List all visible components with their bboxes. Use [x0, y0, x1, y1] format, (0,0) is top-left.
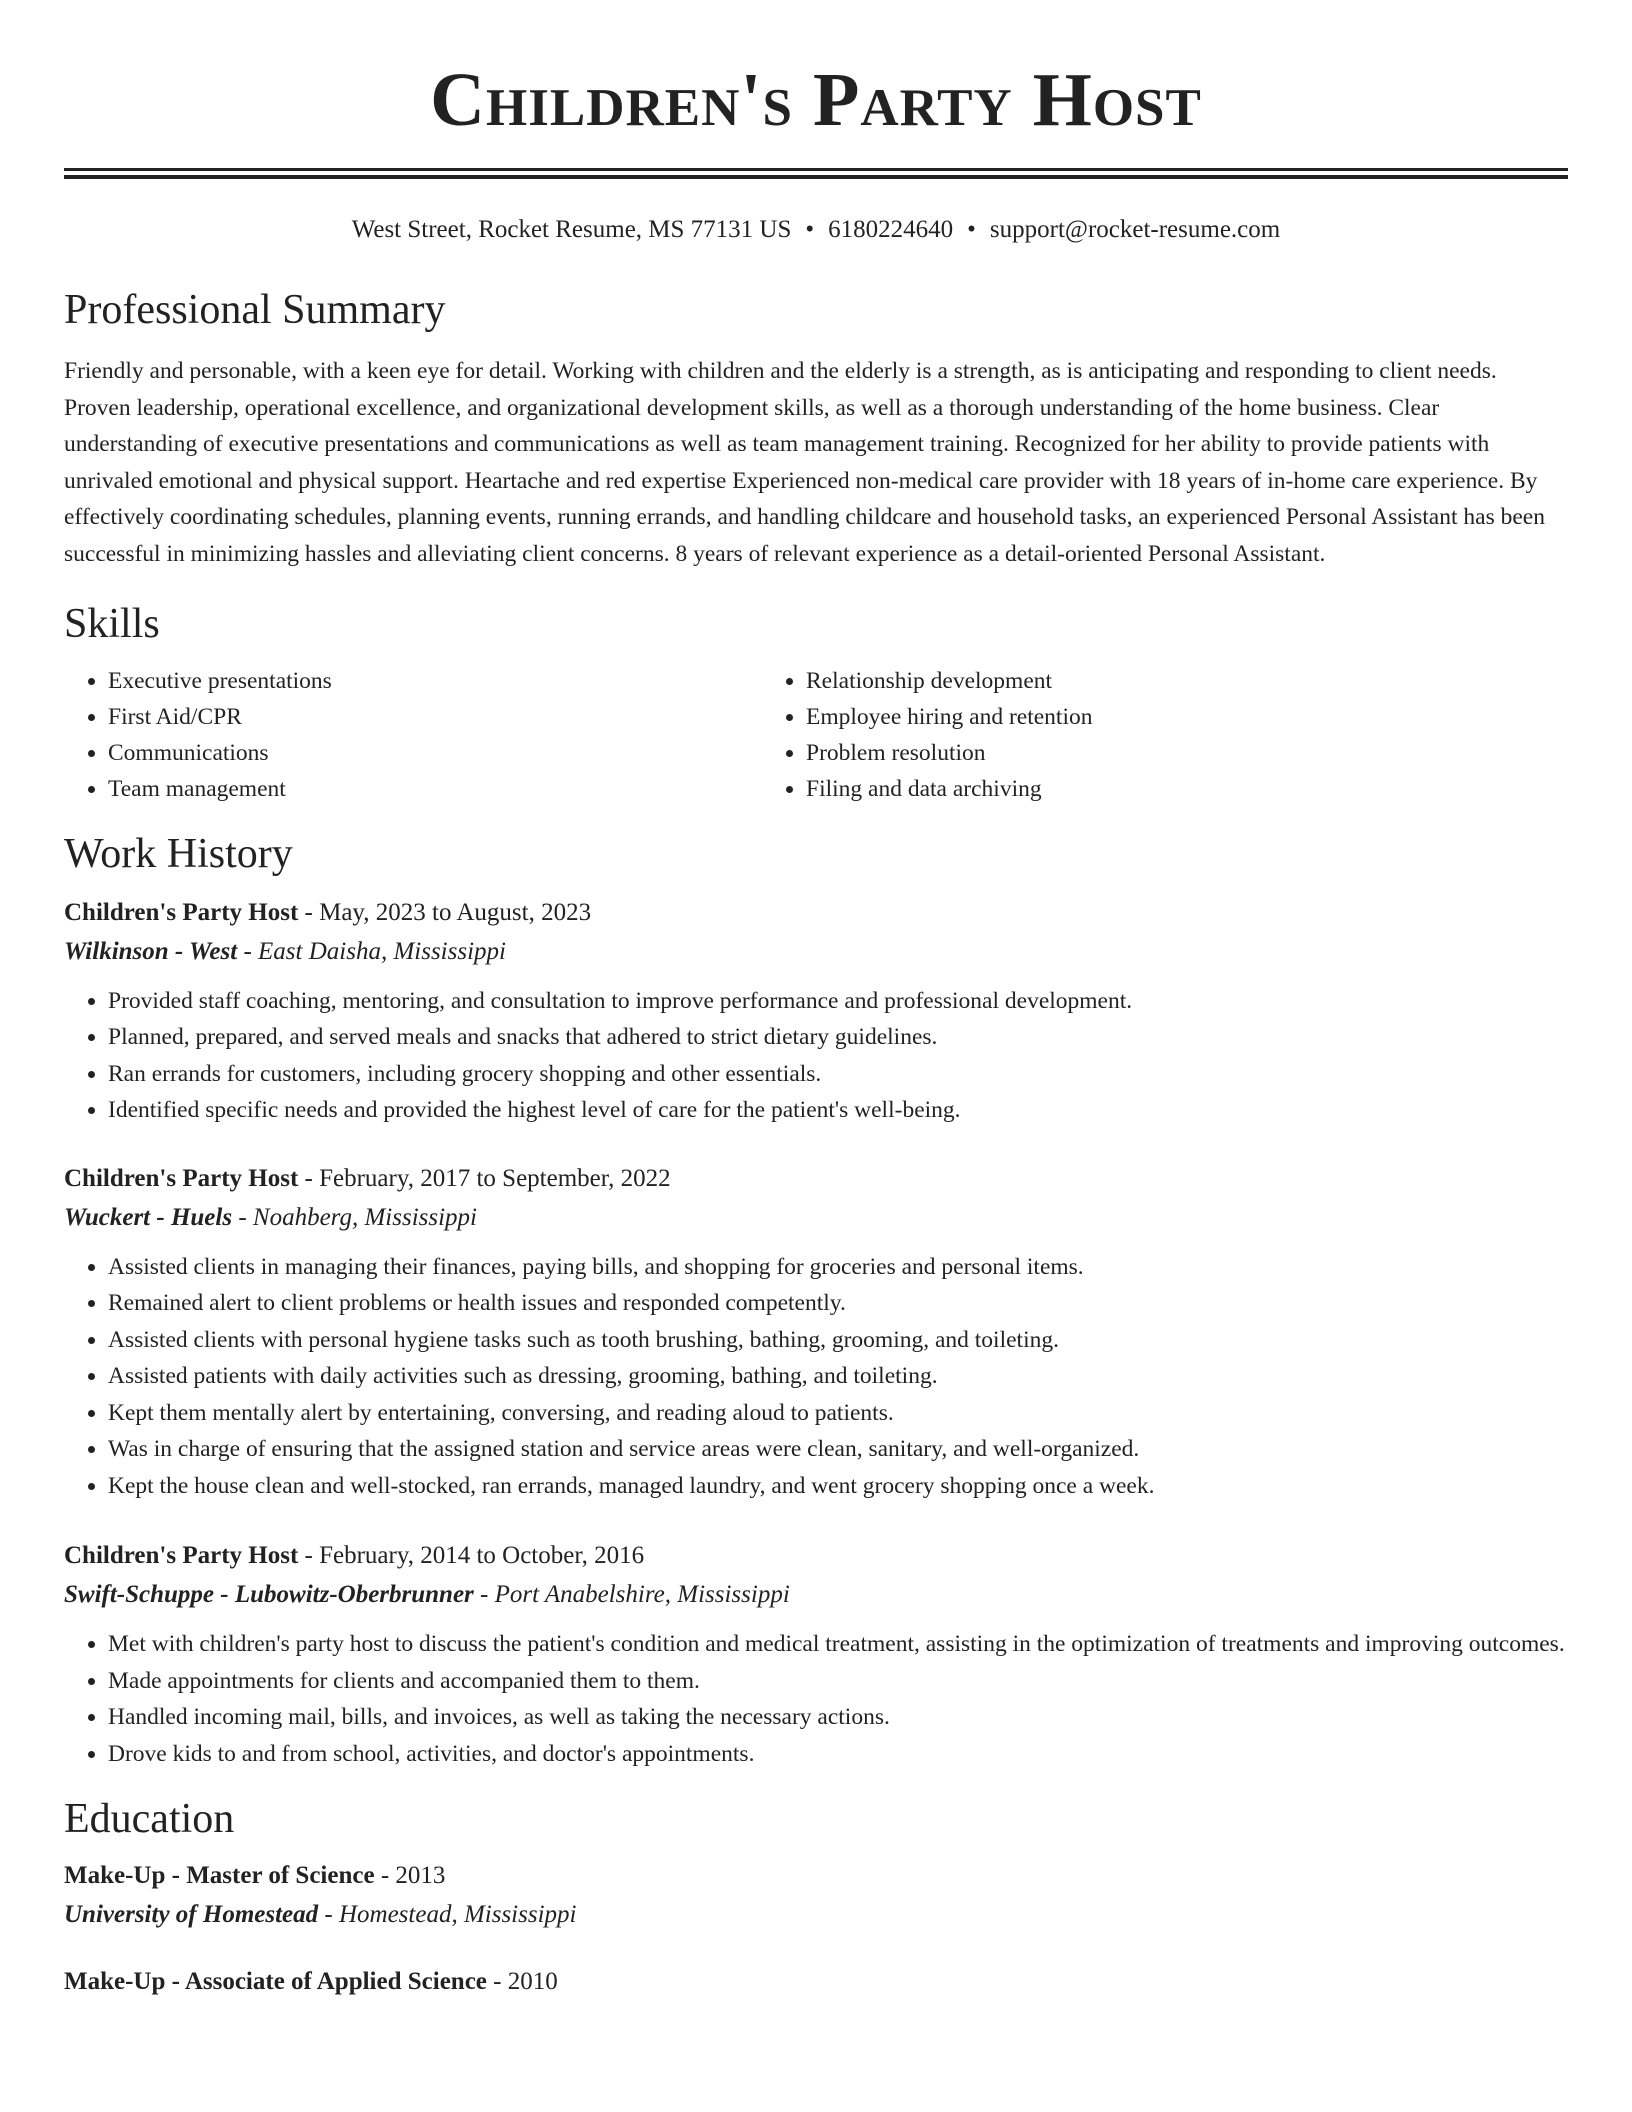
job-company: Wuckert - Huels [64, 1203, 233, 1231]
contact-email: support@rocket-resume.com [989, 216, 1281, 243]
skill-item: • Relationship development [806, 663, 1502, 699]
education-location: - Homestead, Mississippi [318, 1901, 577, 1929]
skill-item: • Employee hiring and retention [806, 699, 1502, 735]
job-entry [64, 1159, 1568, 1505]
job-bullet: • Remained alert to client problems or health issues and responded competently. [108, 1285, 1568, 1322]
skills-list [64, 663, 1568, 807]
job-title: Children's Party Host [64, 898, 299, 926]
job-employer [64, 1576, 1568, 1614]
job-bullet: • Ran errands for customers, including grocery shopping and other essentials. [108, 1056, 1568, 1093]
job-bullet: • Identified specific needs and provided the highest level of care for the patient's well-being. [108, 1092, 1568, 1129]
contact-separator: • [805, 216, 815, 243]
job-bullet: • Drove kids to and from school, activities, and doctor's appointments. [108, 1736, 1568, 1773]
education-entry [64, 1856, 1568, 1934]
skill-item: • Problem resolution [806, 735, 1502, 771]
skills-column-left [64, 663, 762, 807]
contact-phone: 6180224640 [828, 216, 954, 243]
education-entry [64, 1962, 1568, 2002]
job-dates: - February, 2014 to October, 2016 [298, 1542, 645, 1570]
work-history-heading: Work History [64, 830, 293, 877]
job-employer [64, 933, 1568, 971]
job-entry [64, 893, 1568, 1129]
candidate-name: Children's Party Host [430, 58, 1202, 142]
education-degree: Make-Up - Associate of Applied Science [64, 1968, 487, 1996]
job-header [64, 1536, 1568, 1576]
education-year: - 2013 [374, 1862, 446, 1890]
job-location: - East Daisha, Mississippi [237, 937, 506, 965]
job-title: Children's Party Host [64, 1542, 299, 1570]
job-dates: - February, 2017 to September, 2022 [298, 1164, 671, 1192]
job-bullet: • Planned, prepared, and served meals and snacks that adhered to strict dietary guidelines. [108, 1019, 1568, 1056]
job-bullet: • Assisted clients with personal hygiene tasks such as tooth brushing, bathing, grooming, and toileting. [108, 1322, 1568, 1359]
skill-item: • First Aid/CPR [108, 699, 762, 735]
job-bullet: • Kept the house clean and well-stocked, ran errands, managed laundry, and went grocery shopping once a week. [108, 1468, 1568, 1505]
job-bullet: • Was in charge of ensuring that the assigned station and service areas were clean, sanitary, and well-organized. [108, 1431, 1568, 1468]
skill-item: • Executive presentations [108, 663, 762, 699]
education-heading: Education [64, 1796, 235, 1843]
job-bullet: • Assisted clients in managing their finances, paying bills, and shopping for groceries and personal items. [108, 1249, 1568, 1286]
job-company: Wilkinson - West [64, 937, 238, 965]
job-bullets [64, 1249, 1568, 1505]
skill-item: • Team management [108, 771, 762, 807]
job-bullet: • Kept them mentally alert by entertaining, conversing, and reading aloud to patients. [108, 1395, 1568, 1432]
job-bullet: • Assisted patients with daily activities such as dressing, grooming, bathing, and toileting. [108, 1358, 1568, 1395]
contact-line [64, 213, 1568, 247]
job-bullet: • Made appointments for clients and accompanied them to them. [108, 1663, 1568, 1700]
job-bullets [64, 1626, 1568, 1772]
education-degree: Make-Up - Master of Science [64, 1862, 375, 1890]
header-divider [64, 168, 1568, 179]
education-school-line [64, 1896, 1568, 1934]
job-header [64, 1159, 1568, 1199]
job-company: Swift-Schuppe - Lubowitz-Oberbrunner [64, 1581, 474, 1609]
job-employer [64, 1199, 1568, 1237]
skill-item: • Filing and data archiving [806, 771, 1502, 807]
skills-heading: Skills [64, 600, 160, 647]
job-title: Children's Party Host [64, 1164, 299, 1192]
education-header [64, 1856, 1568, 1896]
job-bullets [64, 983, 1568, 1129]
contact-separator: • [967, 216, 976, 243]
job-dates: - May, 2023 to August, 2023 [298, 898, 592, 926]
skill-item: • Communications [108, 735, 762, 771]
contact-address: West Street, Rocket Resume, MS 77131 US [351, 216, 792, 243]
education-header [64, 1962, 1568, 2002]
skills-column-right [762, 663, 1502, 807]
job-location: - Port Anabelshire, Mississippi [473, 1581, 790, 1609]
job-bullet: • Met with children's party host to discuss the patient's condition and medical treatment, assisting in the optimization of treatments and improving outcomes. [108, 1626, 1568, 1663]
job-header [64, 893, 1568, 933]
summary-heading: Professional Summary [64, 287, 446, 333]
education-year: - 2010 [486, 1968, 558, 1996]
job-location: - Noahberg, Mississippi [232, 1203, 477, 1231]
job-entry [64, 1536, 1568, 1772]
education-school: University of Homestead [64, 1901, 319, 1929]
job-bullet: • Handled incoming mail, bills, and invoices, as well as taking the necessary actions. [108, 1699, 1568, 1736]
job-bullet: • Provided staff coaching, mentoring, and consultation to improve performance and professional development. [108, 983, 1568, 1020]
summary-text: Friendly and personable, with a keen eye for detail. Working with children and the elderly is a strength, as is anticipating and responding to client needs. Proven leadership, operational excellence, and organizational development skills, as well as a thorough understanding of the home business. Clear understanding of executive presentations and communications as well as team management training. Recognized for her ability to provide patients with unrivaled emotional and physical support. Heartache and red expertise Experienced non-medical care provider with 18 years of in-home care experience. By effectively coordinating schedules, planning events, running errands, and handling childcare and household tasks, an experienced Personal Assistant has been successful in minimizing hassles and alleviating client concerns. 8 years of relevant experience as a detail-oriented Personal Assistant. [64, 358, 1545, 567]
